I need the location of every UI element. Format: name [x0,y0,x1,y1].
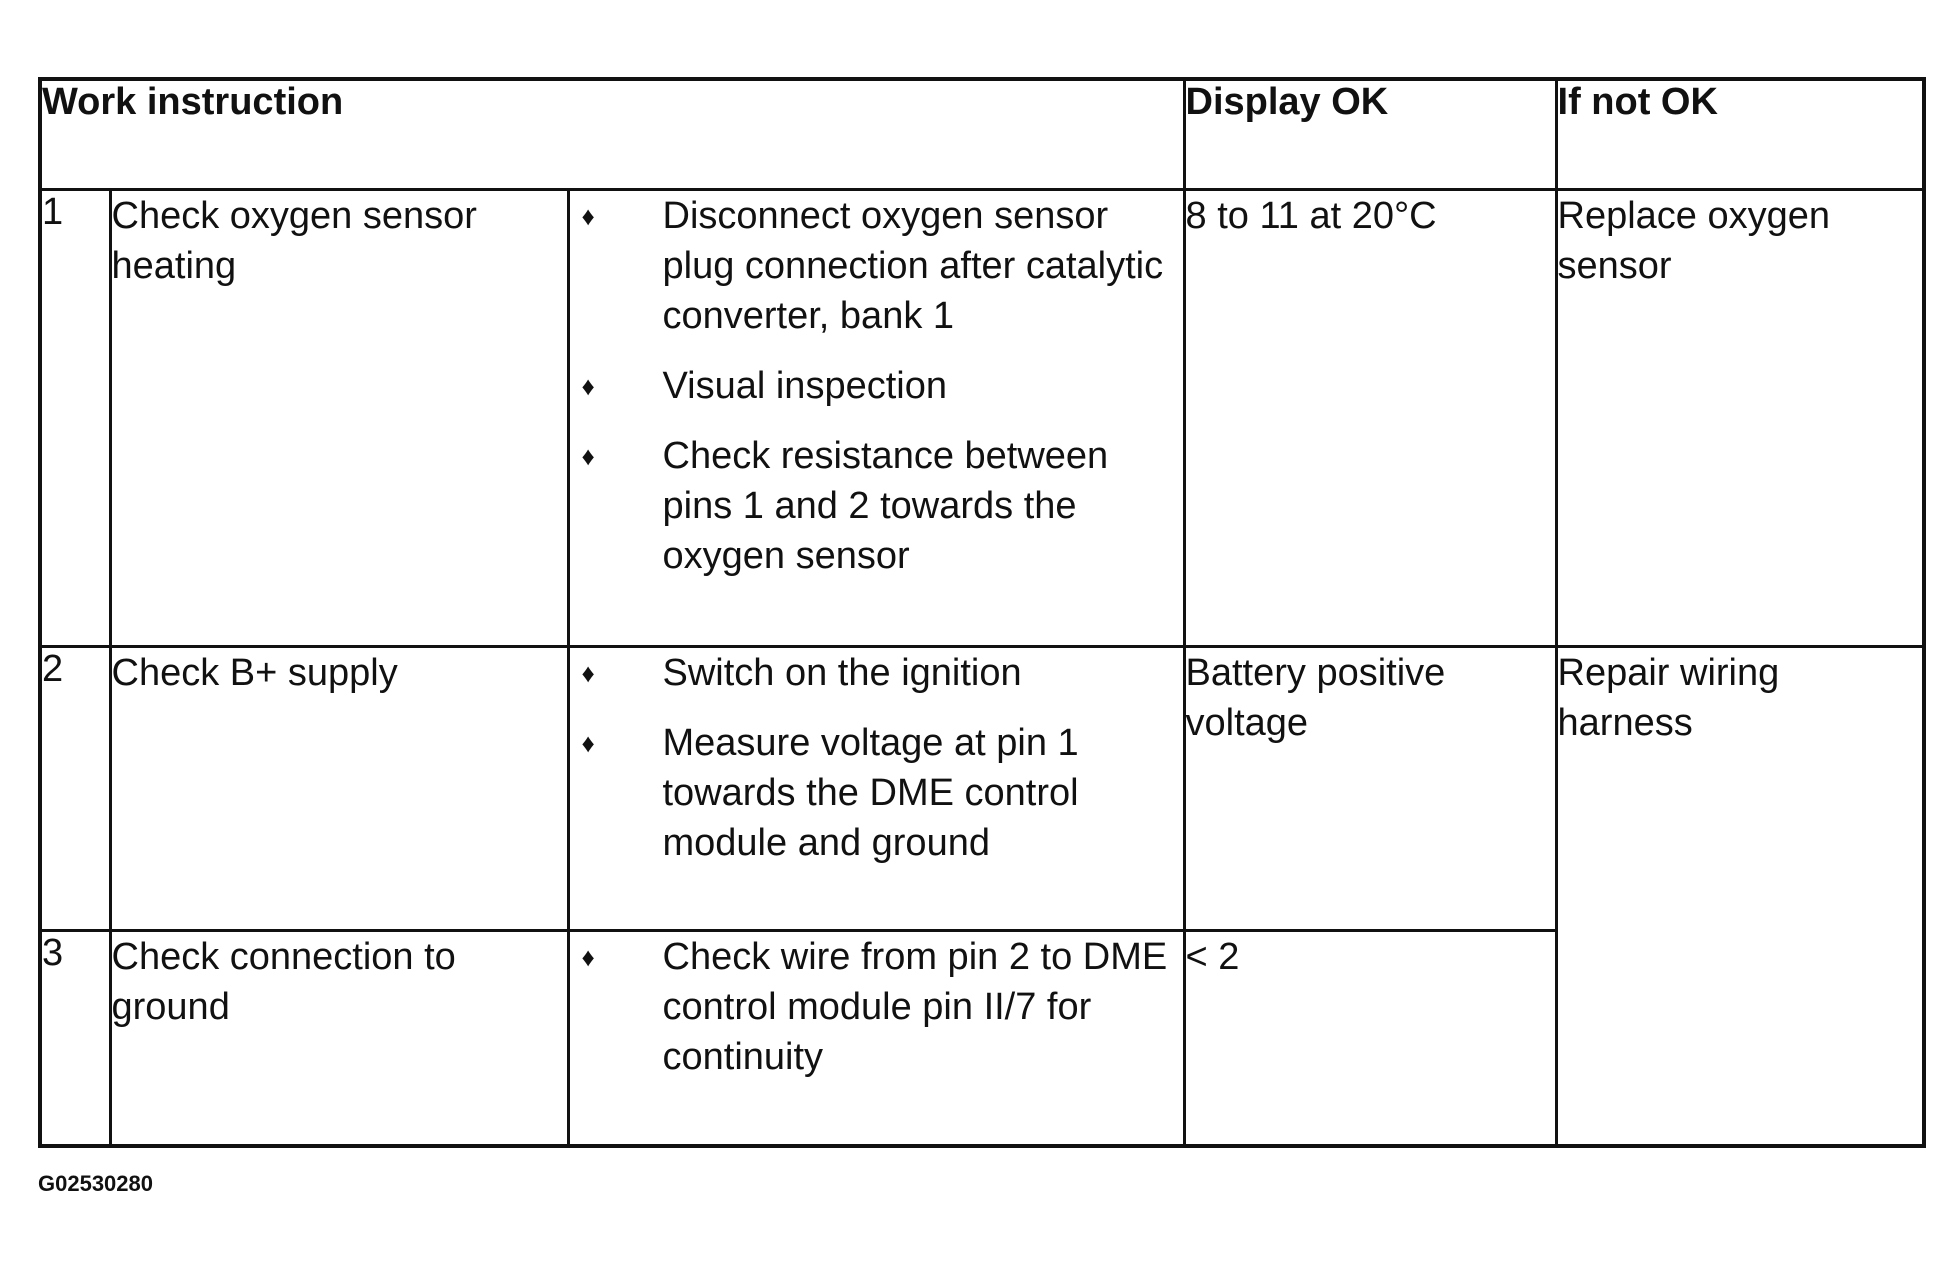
if-not-ok-action: Repair wiring harness [1556,646,1924,1146]
display-ok-value: 8 to 11 at 20°C [1184,189,1556,646]
step-actions [568,189,1184,646]
header-work-instruction: Work instruction [40,79,1184,189]
diamond-bullet-icon: ♦ [581,370,595,401]
display-ok-value: Battery positive voltage [1184,646,1556,930]
action-item [570,361,1183,411]
table-row [40,189,1924,646]
header-if-not-ok: If not OK [1556,79,1924,189]
step-description: Check connection to ground [110,930,568,1146]
diamond-bullet-icon: ♦ [581,440,595,471]
step-description: Check B+ supply [110,646,568,930]
table-header-row [40,79,1924,189]
step-number: 2 [40,646,110,930]
step-number: 1 [40,189,110,646]
action-item [570,648,1183,698]
action-text: Check wire from pin 2 to DME control module pin II/7 for continuity [662,935,1168,1078]
diamond-bullet-icon: ♦ [581,941,595,972]
diamond-bullet-icon: ♦ [581,657,595,688]
header-display-ok: Display OK [1184,79,1556,189]
display-ok-value: < 2 [1184,930,1556,1146]
work-instruction-table [38,77,1926,1148]
table-row [40,646,1924,930]
action-text: Check resistance between pins 1 and 2 towards the oxygen sensor [662,434,1109,577]
action-item [570,932,1183,1082]
action-text: Measure voltage at pin 1 towards the DME control module and ground [662,721,1079,864]
step-actions [568,930,1184,1146]
action-item [570,718,1183,868]
action-text: Visual inspection [662,364,947,407]
figure-id: G02530280 [38,1171,153,1196]
diamond-bullet-icon: ♦ [581,200,595,231]
action-item [570,191,1183,341]
step-number: 3 [40,930,110,1146]
diamond-bullet-icon: ♦ [581,727,595,758]
step-description: Check oxygen sensor heating [110,189,568,646]
step-actions [568,646,1184,930]
action-text: Switch on the ignition [662,651,1022,694]
action-item [570,431,1183,581]
action-text: Disconnect oxygen sensor plug connection after catalytic converter, bank 1 [662,194,1164,337]
if-not-ok-action: Replace oxygen sensor [1556,189,1924,646]
